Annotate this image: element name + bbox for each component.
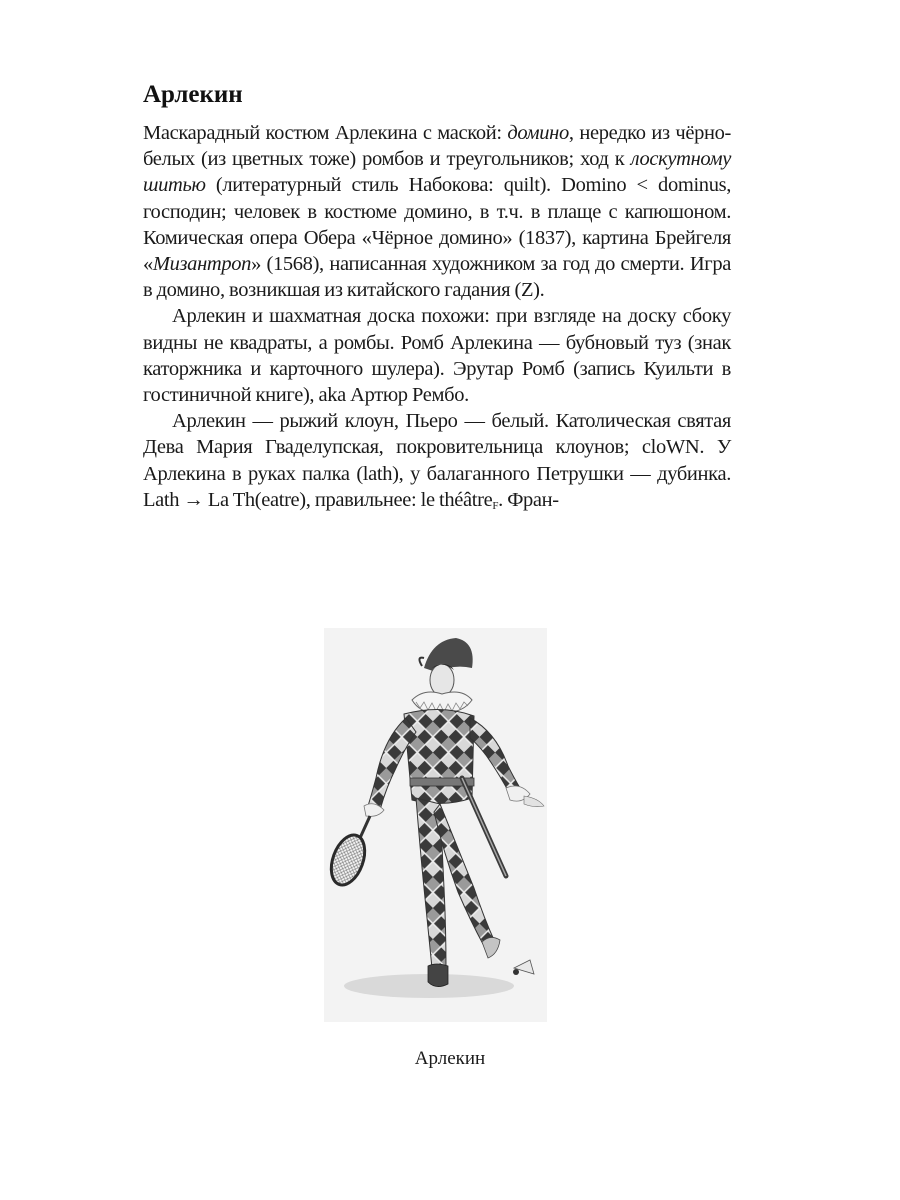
- paragraph-1: [143, 120, 731, 303]
- harlequin-illustration: [324, 628, 547, 1022]
- p3-text-after: . Фран-: [498, 488, 559, 511]
- p1-seg-2: , нередко из чёрно-белых (из цветных тоже) ромбов и треугольников; ход к: [143, 122, 731, 171]
- figure-caption: Арлекин: [414, 1048, 486, 1069]
- p1-seg-1-italic: домино: [507, 122, 569, 144]
- paragraph-3: [143, 408, 731, 513]
- language-subscript: F: [492, 499, 499, 512]
- page-body: [143, 78, 731, 513]
- p3-text-before: Арлекин — рыжий клоун, Пьеро — белый. Католическая святая Дева Мария Гваделупская, покровительница клоунов; cloWN. У Арлекина в руках палка (lath), у балаганного Петрушки — дубинка. Lath → La Th(eatre), правильнее: le théâtre: [143, 410, 731, 511]
- paragraph-2: Арлекин и шахматная доска похожи: при взгляде на доску сбоку видны не квадраты, а ромбы. Ромб Арлекина — бубновый туз (знак каторжника и карточного шулера). Эрутар Ромб (запись Куильти в гостиничной книге), aka Артюр Рембо.: [143, 305, 731, 407]
- p1-seg-5-italic: Мизантроп: [152, 253, 252, 276]
- p1-seg-0: Маскарадный костюм Арлекина с маской:: [143, 122, 508, 144]
- harlequin-figure-icon: [324, 628, 547, 1022]
- p1-seg-3-italic: лоскутному шитью: [143, 148, 731, 197]
- p1-seg-4: (литературный стиль Набокова: quilt). Domino < dominus, господин; человек в костюме домино, в т.ч. в плаще с капюшоном. Комическая опера Обера «Чёрное домино» (1837), картина Брейгеля «: [143, 174, 731, 276]
- p1-seg-6: » (1568), написанная художником за год до смерти. Игра в домино, возникшая из китайского гадания (Z).: [143, 253, 731, 302]
- section-title: Арлекин: [143, 81, 243, 108]
